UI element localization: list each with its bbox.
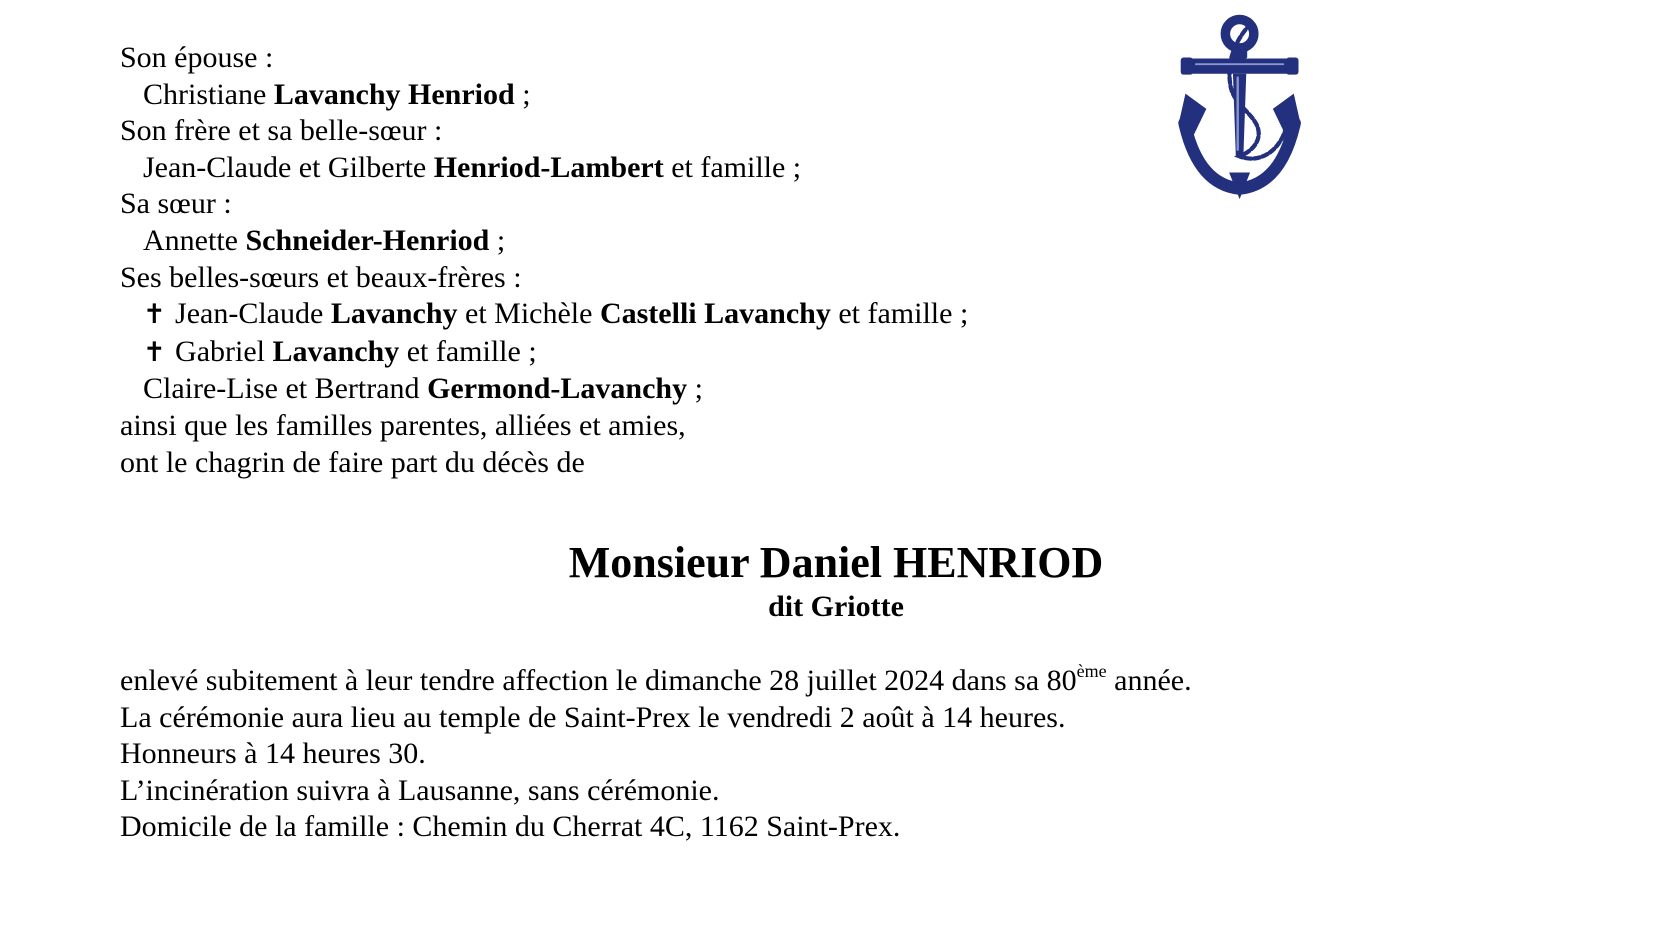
ceremony-details-lines: [120, 663, 1470, 846]
text-line: Sa sœur :: [120, 187, 232, 221]
text-line: Claire-Lise et Bertrand Germond-Lavanchy ;: [143, 372, 703, 406]
text-line: Christiane Lavanchy Henriod ;: [143, 77, 531, 111]
text-line: Son épouse :: [120, 41, 274, 74]
text-line: enlevé subitement à leur tendre affection le dimanche 28 juillet 2024 dans sa 80ème année.: [120, 661, 1192, 697]
deceased-cross-icon: ✝: [143, 336, 176, 368]
anchor-icon: [1175, 10, 1308, 202]
text-line: Jean-Claude et Gilberte Henriod-Lambert et famille ;: [143, 150, 802, 184]
text-line: ✝ Gabriel Lavanchy et famille ;: [143, 334, 537, 368]
anchor-stock-knob-left: [1181, 58, 1193, 75]
text-line: Honneurs à 14 heures 30.: [120, 737, 426, 771]
text-line: Son frère et sa belle-sœur :: [120, 114, 443, 148]
deceased-name-title: Monsieur Daniel HENRIOD: [568, 538, 1104, 587]
text-line: ainsi que les familles parentes, alliées et amies,: [120, 408, 686, 442]
deceased-nickname: dit Griotte: [768, 590, 904, 623]
text-line: ✝ Jean-Claude Lavanchy et Michèle Castelli Lavanchy et famille ;: [143, 297, 969, 331]
text-line: Domicile de la famille : Chemin du Cherrat 4C, 1162 Saint-Prex.: [120, 810, 901, 844]
anchor-shank: [1233, 74, 1246, 156]
anchor-stock-knob-right: [1286, 58, 1298, 75]
text-line: ont le chagrin de faire part du décès de: [120, 445, 585, 479]
anchor-stock: [1188, 59, 1291, 74]
text-line: Ses belles-sœurs et beaux-frères :: [120, 260, 522, 294]
family-announcement-lines: [120, 40, 1220, 481]
text-line: Annette Schneider-Henriod ;: [143, 223, 506, 257]
anchor-icon-svg: [1175, 10, 1308, 202]
deceased-cross-icon: ✝: [143, 299, 176, 331]
text-line: L’incinération suivra à Lausanne, sans cérémonie.: [120, 773, 720, 807]
text-line: La cérémonie aura lieu au temple de Saint-Prex le vendredi 2 août à 14 heures.: [120, 700, 1066, 734]
